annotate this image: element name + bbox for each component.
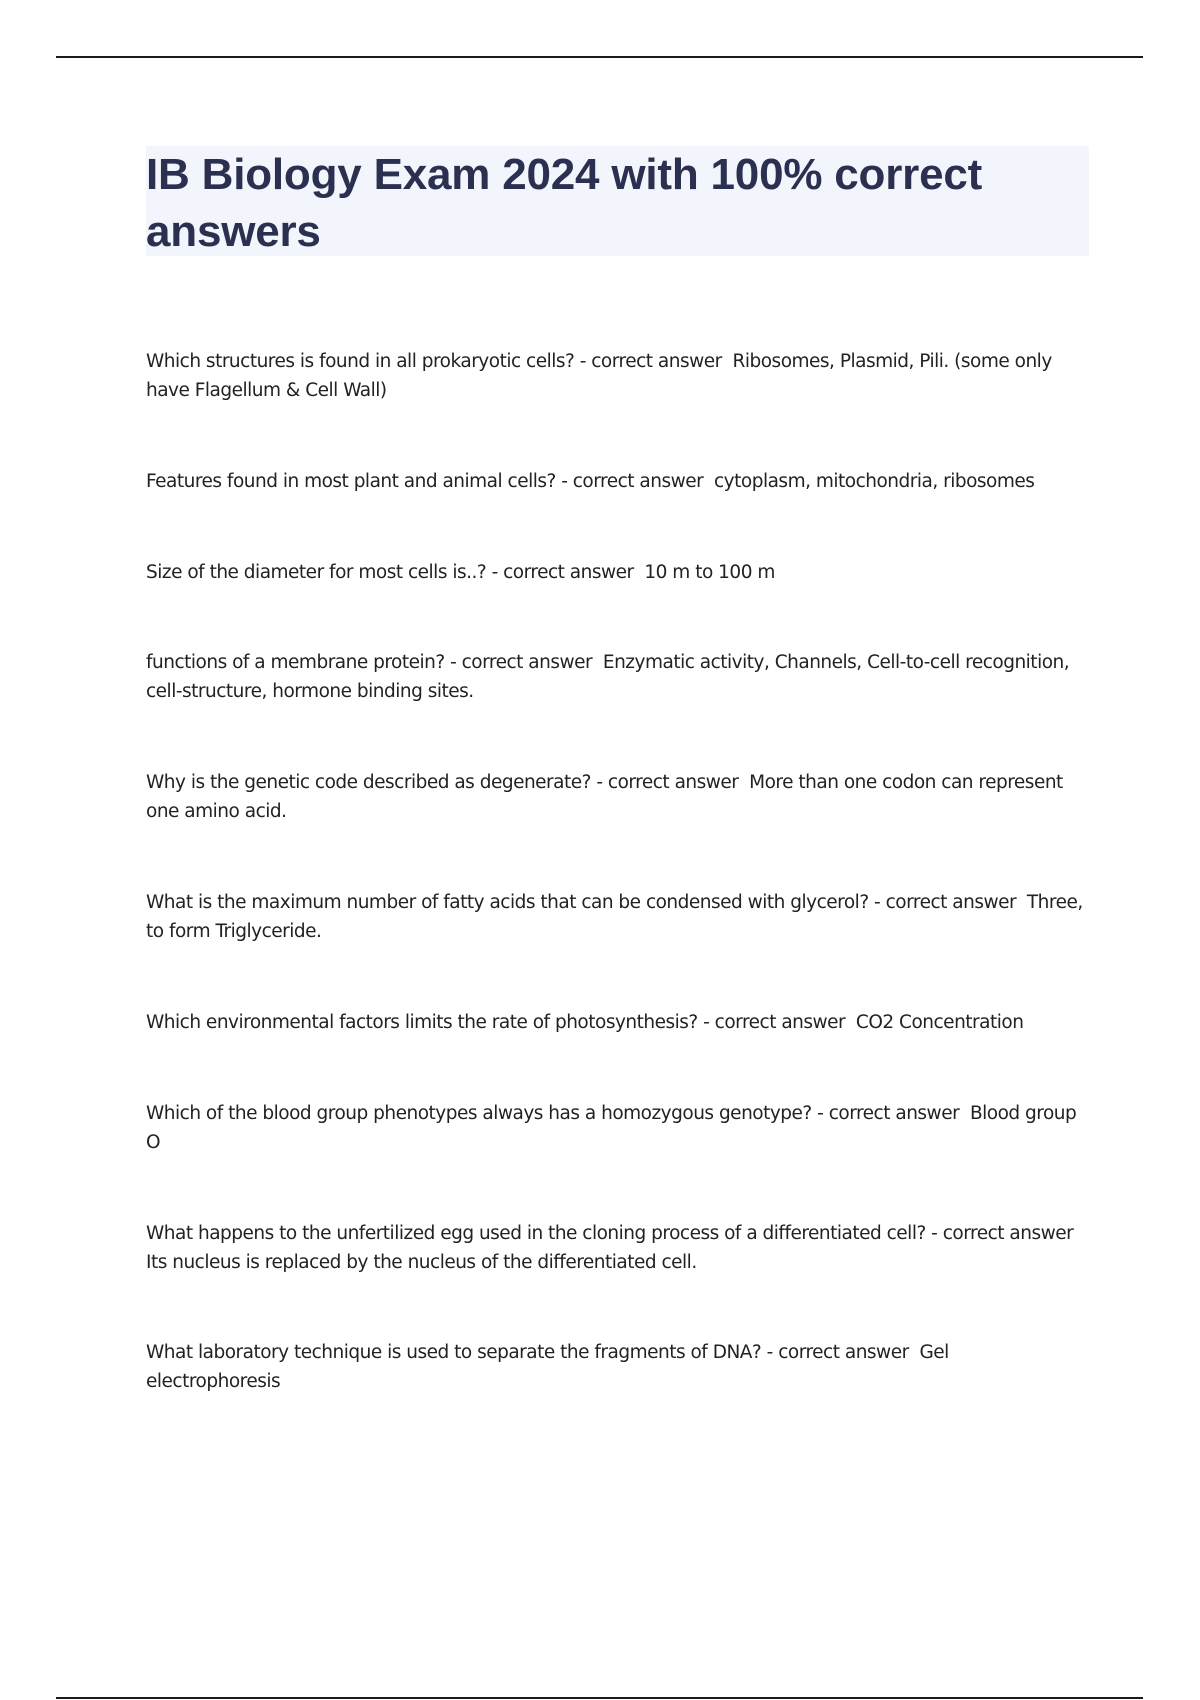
- answer-text: Blood group O: [146, 1103, 1077, 1153]
- qa-item-2: Features found in most plant and animal cells? - correct answer cytoplasm, mitochondria, ribosomes: [146, 471, 1035, 492]
- answer-text: Gel electrophoresis: [146, 1342, 949, 1392]
- qa-item-9: What happens to the unfertilized egg used in the cloning process of a differentiated cell? - correct answer Its nucleus is replaced by the nucleus of the differentiated cell.: [146, 1223, 1074, 1273]
- answer-label: correct answer: [714, 1012, 846, 1033]
- question-text: Which environmental factors limits the rate of photosynthesis?: [146, 1012, 698, 1033]
- question-text: What is the maximum number of fatty acids that can be condensed with glycerol?: [146, 892, 869, 913]
- answer-text: More than one codon can represent one amino acid.: [146, 772, 1063, 822]
- qa-item-7: Which environmental factors limits the rate of photosynthesis? - correct answer CO2 Concentration: [146, 1012, 1024, 1033]
- qa-item-3: Size of the diameter for most cells is..? - correct answer 10 m to 100 m: [146, 562, 775, 583]
- qa-item-1: Which structures is found in all prokaryotic cells? - correct answer Ribosomes, Plasmid, Pili. (some only have Flagellum & Cell Wall): [146, 351, 1052, 401]
- qa-item-8: Which of the blood group phenotypes always has a homozygous genotype? - correct answer Blood group O: [146, 1103, 1077, 1153]
- footer-rule: [56, 1697, 1143, 1699]
- answer-label: correct answer: [461, 652, 593, 673]
- answer-label: correct answer: [607, 772, 739, 793]
- answer-label: correct answer: [778, 1342, 909, 1363]
- question-text: What laboratory technique is used to separate the fragments of DNA?: [146, 1342, 762, 1363]
- answer-text: CO2 Concentration: [855, 1012, 1024, 1033]
- question-text: functions of a membrane protein?: [146, 652, 445, 673]
- qa-item-5: Why is the genetic code described as degenerate? - correct answer More than one codon can represent one amino acid.: [146, 772, 1063, 822]
- answer-text: 10 m to 100 m: [644, 562, 775, 583]
- answer-label: correct answer: [885, 892, 1017, 913]
- qa-item-6: What is the maximum number of fatty acids that can be condensed with glycerol? - correct answer Three, to form Triglyceride.: [146, 892, 1083, 942]
- answer-text: Three, to form Triglyceride.: [146, 892, 1083, 942]
- answer-text: cytoplasm, mitochondria, ribosomes: [714, 471, 1035, 492]
- title-banner: [146, 146, 1089, 256]
- qa-item-10: What laboratory technique is used to separate the fragments of DNA? - correct answer Gel electrophoresis: [146, 1342, 949, 1392]
- qa-item-4: functions of a membrane protein? - correct answer Enzymatic activity, Channels, Cell-to-cell recognition, cell-structure, hormone binding sites.: [146, 652, 1070, 702]
- answer-label: correct answer: [572, 471, 704, 492]
- question-text: Size of the diameter for most cells is..?: [146, 562, 487, 583]
- question-text: Which structures is found in all prokaryotic cells?: [146, 351, 575, 372]
- answer-text: Its nucleus is replaced by the nucleus of the differentiated cell.: [146, 1252, 697, 1273]
- answer-label: correct answer: [591, 351, 722, 372]
- question-text: Which of the blood group phenotypes always has a homozygous genotype?: [146, 1103, 812, 1124]
- question-text: What happens to the unfertilized egg used in the cloning process of a differentiated cell?: [146, 1223, 926, 1244]
- question-text: Features found in most plant and animal cells?: [146, 471, 556, 492]
- header-rule: [56, 56, 1143, 58]
- answer-text: Ribosomes, Plasmid, Pili. (some only have Flagellum & Cell Wall): [146, 351, 1052, 401]
- answer-label: correct answer: [828, 1103, 960, 1124]
- answer-label: correct answer: [503, 562, 634, 583]
- answer-text: Enzymatic activity, Channels, Cell-to-cell recognition, cell-structure, hormone binding sites.: [146, 652, 1070, 702]
- answer-label: correct answer: [942, 1223, 1074, 1244]
- question-text: Why is the genetic code described as degenerate?: [146, 772, 591, 793]
- document-title: IB Biology Exam 2024 with 100% correct answers: [146, 150, 983, 256]
